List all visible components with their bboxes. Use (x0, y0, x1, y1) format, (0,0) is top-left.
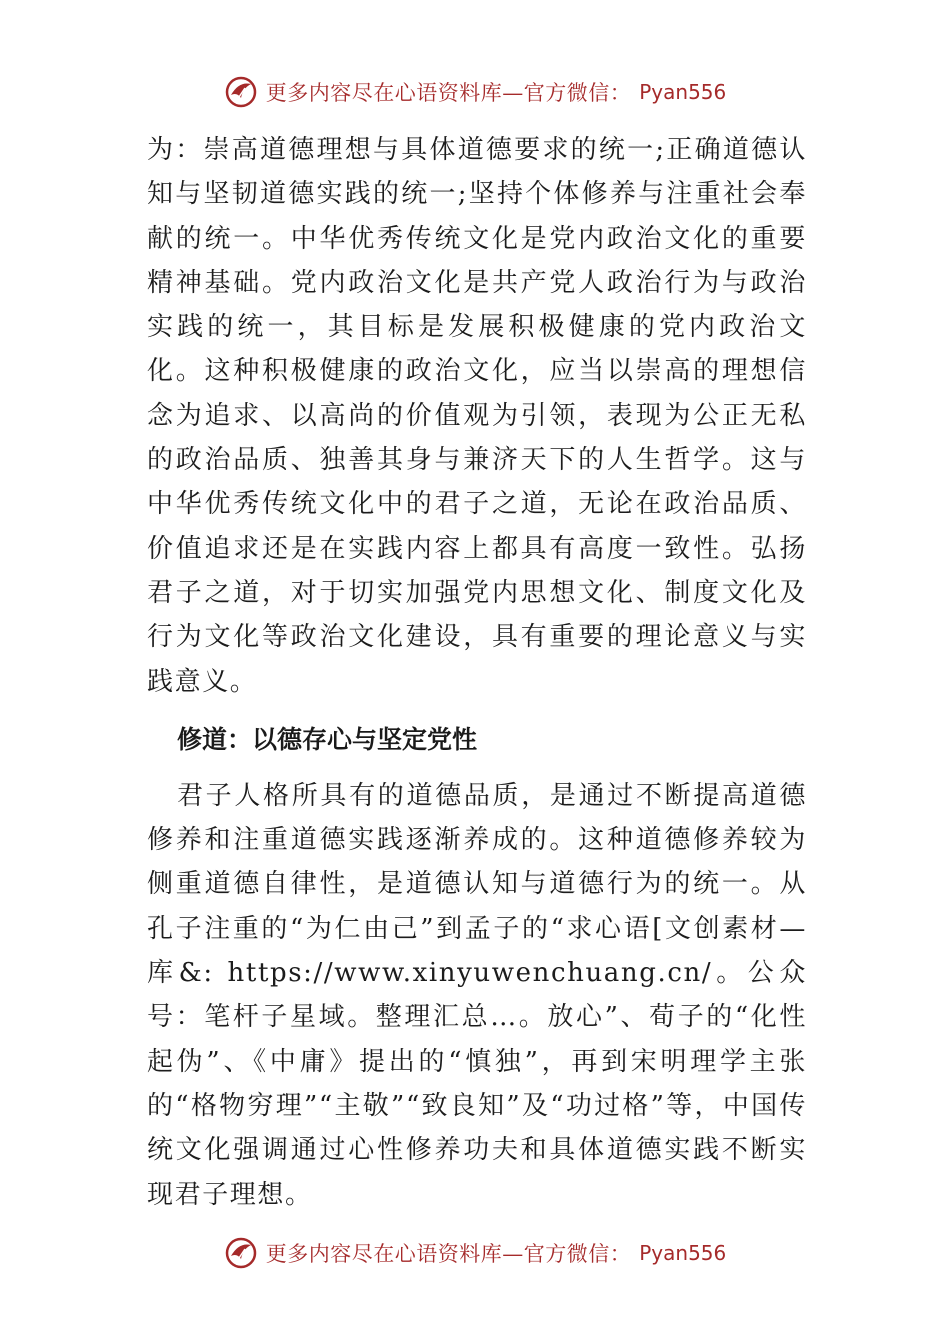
header-text: 更多内容尽在心语资料库—官方微信： (265, 81, 632, 105)
brand-logo-icon (224, 1236, 258, 1270)
brand-logo-icon (224, 75, 258, 109)
paragraph: 君子人格所具有的道德品质，是通过不断提高道德修养和注重道德实践逐渐养成的。这种道德修养较为侧重道德自律性，是道德认知与道德行为的统一。从孔子注重的“为仁由己”到孟子的“求心语[文创素材—库&: https://www.xinyuwenchuang.cn/。公众号：笔杆子星域。整理汇总…。放心”、荀子的“化性起伪”、《中庸》提出的“慎独”，再到宋明理学主张的“格物穷理”“主敬”“致良知”及“功过格”等，中国传统文化强调通过心性修养功夫和具体道德实践不断实现君子理想。 (147, 780, 807, 1210)
footer-wechat-id: Pyan556 (639, 1241, 727, 1265)
paragraph: 为：崇高道德理想与具体道德要求的统一;正确道德认知与坚韧道德实践的统一;坚持个体修养与注重社会奉献的统一。中华优秀传统文化是党内政治文化的重要精神基础。党内政治文化是共产党人政治行为与政治实践的统一，其目标是发展积极健康的党内政治文化。这种积极健康的政治文化，应当以崇高的理想信念为追求、以高尚的价值观为引领，表现为公正无私的政治品质、独善其身与兼济天下的人生哲学。这与中华优秀传统文化中的君子之道，无论在政治品质、价值追求还是在实践内容上都具有高度一致性。弘扬君子之道，对于切实加强党内思想文化、制度文化及行为文化等政治文化建设，具有重要的理论意义与实践意义。 (147, 135, 807, 697)
header-banner (0, 72, 950, 112)
section-heading: 修道：以德存心与坚定党性 (177, 724, 478, 754)
footer-banner (0, 1233, 950, 1273)
header-wechat-id: Pyan556 (639, 80, 727, 104)
document-body (147, 128, 807, 1217)
footer-text: 更多内容尽在心语资料库—官方微信： (265, 1242, 632, 1266)
